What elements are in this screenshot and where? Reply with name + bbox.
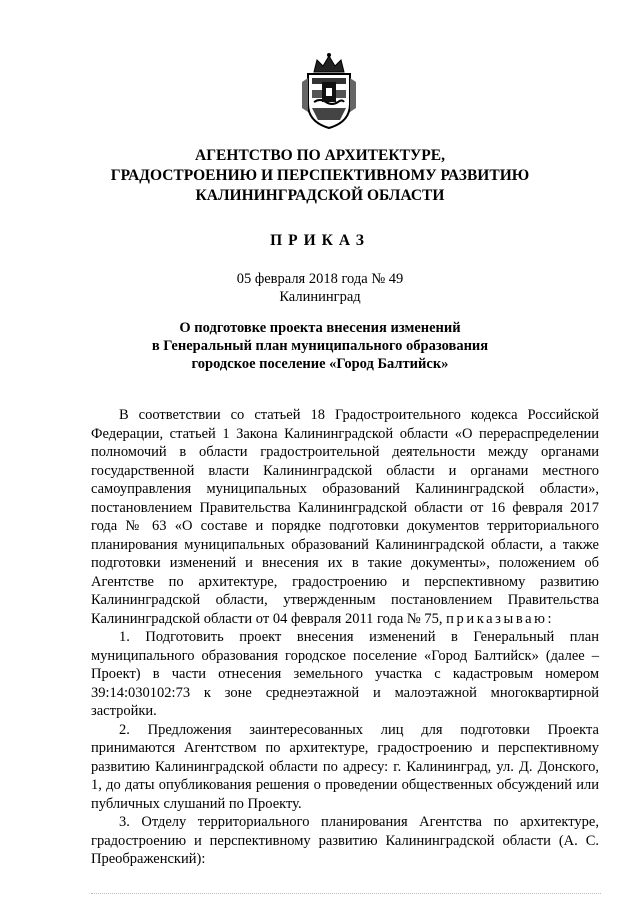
agency-name-line-3: КАЛИНИНГРАДСКОЙ ОБЛАСТИ: [195, 187, 445, 204]
subject-line-3: городское поселение «Город Балтийск»: [191, 356, 449, 372]
order-subject: [60, 319, 580, 373]
order-item-1: 1. Подготовить проект внесения изменений в Генеральный план муниципального образования городское поселение «Город Балтийск» (далее – Проект) в части отнесения земельного участка с кадастровым номером 39:14:030102:73 к зоне среднеэтажной и малоэтажной многоквартирной застройки.: [91, 629, 599, 719]
subject-line-1: О подготовке проекта внесения изменений: [179, 320, 461, 336]
date-and-number: 05 февраля 2018 года № 49: [236, 271, 404, 287]
order-item-3: 3. Отделу территориального планирования Агентства по архитектуре, градостроению и перспективному развитию Калининградской области (А. С. Преображенский):: [91, 814, 599, 867]
order-body: [91, 406, 599, 869]
order-verb: приказываю:: [446, 610, 555, 627]
document-type-title: ПРИКАЗ: [270, 232, 370, 249]
agency-name-line-2: ГРАДОСТРОЕНИЮ И ПЕРСПЕКТИВНОМУ РАЗВИТИЮ: [110, 167, 530, 184]
agency-header: [60, 146, 580, 206]
subject-line-2: в Генеральный план муниципального образования: [151, 338, 489, 354]
date-block: [60, 270, 580, 306]
page-footer-rule: [91, 893, 601, 897]
preamble-text: В соответствии со статьей 18 Градостроительного кодекса Российской Федерации, статьей 1 Закона Калининградской области «О перераспределении полномочий в области градостроительной деятельности между органами государственной власти Калининградской области и органами местного самоуправления муниципальных образований Калининградской области», постановлением Правительства Калининградской области от 16 февраля 2017 года № 63 «О составе и порядке подготовки документов территориального планирования муниципальных образований Калининградской области, а также подготовки изменений и внесения их в такие документы», положением об Агентстве по архитектуре, градостроению и перспективному развитию Калининградской области, утвержденным постановлением Правительства Калининградской области от 04 февраля 2011 года № 75,: [91, 407, 599, 627]
agency-name-line-1: АГЕНТСТВО ПО АРХИТЕКТУРЕ,: [195, 147, 445, 164]
city-name: Калининград: [279, 289, 361, 305]
preamble-paragraph: [91, 406, 599, 628]
coat-of-arms-icon: [300, 52, 358, 130]
order-item-2: 2. Предложения заинтересованных лиц для подготовки Проекта принимаются Агентством по архитектуре, градостроению и перспективному развитию Калининградской области по адресу: г. Калининград, ул. Д. Донского, 1, до даты опубликования решения о проведении общественных обсуждений или публичных слушаний по Проекту.: [91, 721, 599, 812]
